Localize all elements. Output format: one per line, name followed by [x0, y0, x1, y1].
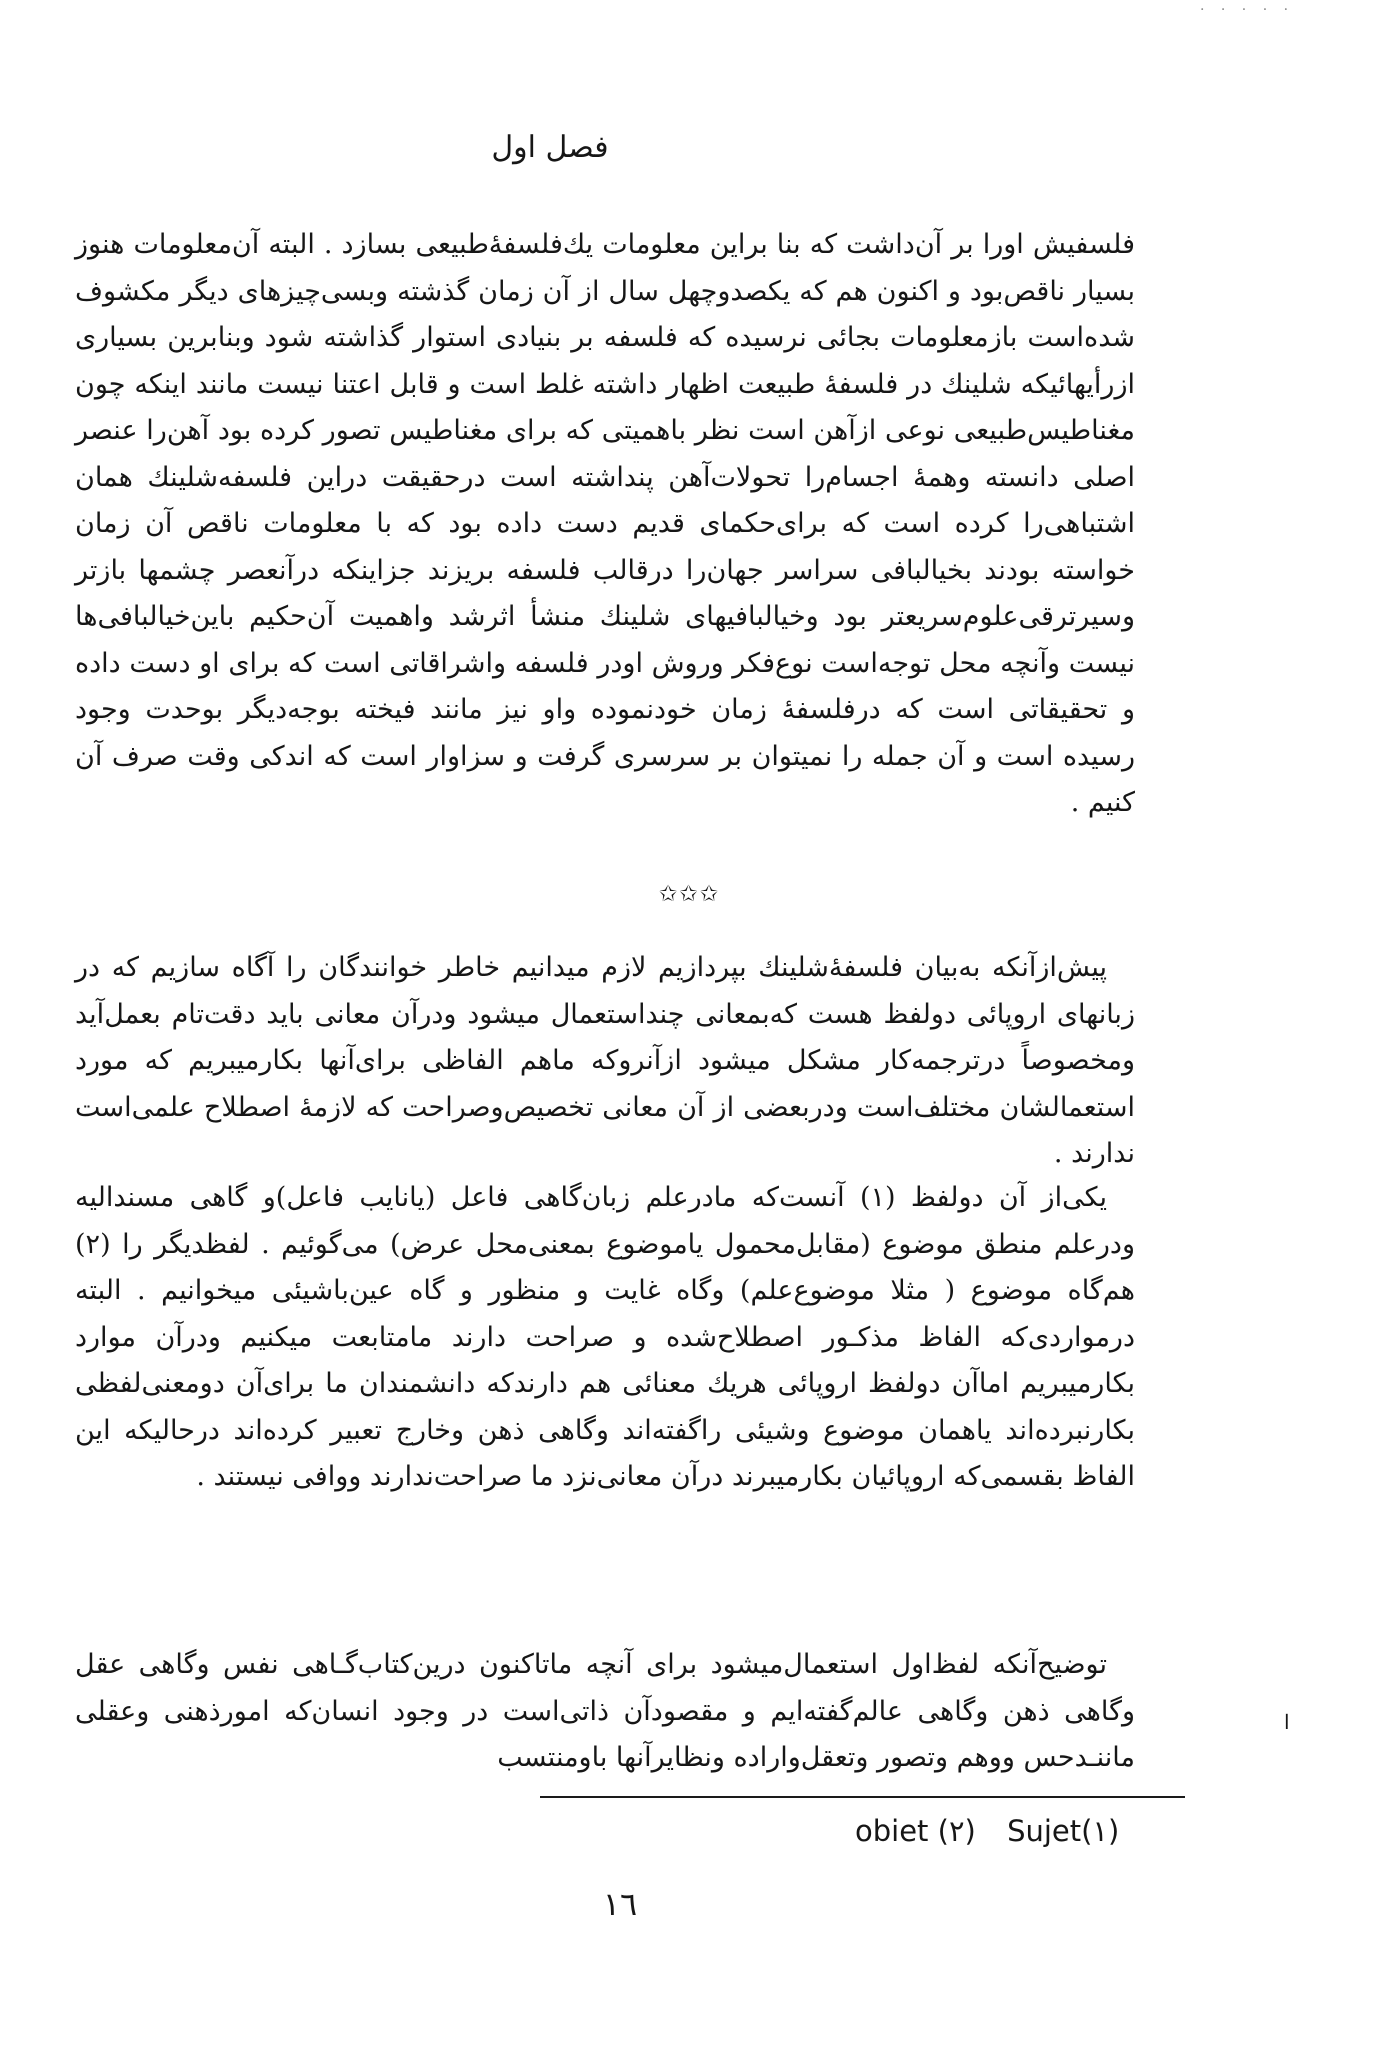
footnote-divider	[540, 1796, 1185, 1798]
running-head: فصل اول	[491, 130, 609, 165]
footnote-2: obiet (۲)	[855, 1814, 976, 1848]
section-separator: ✩✩✩	[658, 882, 721, 907]
paragraph-1: فلسفیش اورا بر آن‌داشت که بنا براین معلومات یك‌فلسفهٔ‌طبیعی بسازد . البته آن‌معلومات هنوز بسیار ناقص‌بود و اکنون هم که یکصدوچهل سال از آن زمان گذشته وبسی‌چیزهای دیگر مکشوف شده‌است بازمعلومات بجائی نرسیده که فلسفه بر بنیادی استوار گذاشته شود وبنابرین بسیاری ازرأیهائیکه شلینك در فلسفهٔ طبیعت اظهار داشته غلط است و قابل اعتنا نیست مانند اینکه چون مغناطیس‌طبیعی نوعی ازآهن است نظر باهمیتی که برای مغناطیس تصور کرده بود آهن‌را عنصر اصلی دانسته وهمهٔ اجسام‌را تحولات‌آهن پنداشته است درحقیقت دراین فلسفه‌شلینك همان اشتباهی‌را کرده است که برای‌حکمای قدیم دست داده بود که با معلومات ناقص آن زمان خواسته بودند بخیالبافی سراسر جهان‌را درقالب فلسفه بریزند جزاینکه درآنعصر چشمها بازتر وسیرترقی‌علوم‌سریعتر بود وخیالبافیهای شلینك منشأ اثرشد واهمیت آن‌حکیم باین‌خیالبافی‌ها نیست وآنچه محل توجه‌است نوع‌فکر وروش اودر فلسفه واشراقاتی است که برای او دست داده و تحقیقاتی است که درفلسفهٔ زمان خودنموده واو نیز مانند فیخته بوجه‌دیگر بوحدت وجود رسیده است و آن جمله را نمیتوان بر سرسری گرفت و سزاوار است که اندکی وقت صرف آن کنیم .	[75, 229, 1135, 818]
paragraph-3: یکی‌از آن دولفظ (۱) آنست‌که مادرعلم زبان‌گاهی فاعل (یانایب فاعل)و گاهی مسندالیه ودرعلم منطق موضوع (مقابل‌محمول یاموضوع بمعنی‌محل عرض) می‌گوئیم . لفظدیگر را (۲) هم‌گاه موضوع ( مثلا موضوع‌علم) وگاه غایت و منظور و گاه عین‌باشیئی میخوانیم . البته درمواردی‌که الفاظ مذکـور اصطلاح‌شده و صراحت دارند مامتابعت میکنیم ودرآن موارد بکارمیبریم اماآن دولفظ اروپائی هریك معنائی هم دارندکه دانشمندان ما برای‌آن دومعنی‌لفظی بکارنبرده‌اند یاهمان موضوع وشیئی راگفته‌اند وگاهی ذهن وخارج تعبیر کرده‌اند درحالیکه این الفاظ بقسمی‌که اروپائیان بکارمیبرند درآن معانی‌نزد ما صراحت‌ندارند ووافی نیستند .	[75, 1182, 1135, 1492]
margin-mark: ا	[1284, 1710, 1290, 1734]
scan-specks: · · · · ·	[1200, 2, 1295, 18]
page-number: ۱٦	[602, 1885, 638, 1923]
footnotes	[855, 1814, 1155, 1848]
footnote-1: Sujet(۱)	[1007, 1814, 1120, 1848]
paragraph-4: توضیح‌آنکه لفظ‌اول استعمال‌میشود برای آنچه ماتاکنون درین‌کتاب‌گـاهی نفس وگاهی عقل وگاهی ذهن وگاهی عالم‌گفته‌ایم و مقصودآن ذاتی‌است در وجود انسان‌که امورذهنی وعقلی ماننـدحس ووهم وتصور وتعقل‌واراده ونظایرآنها باومنتسب	[75, 1649, 1135, 1773]
paragraph-2: پیش‌ازآنکه به‌بیان فلسفهٔ‌شلینك بپردازیم لازم میدانیم خاطر خوانندگان را آگاه سازیم که در زبانهای اروپائی دولفظ هست که‌بمعانی چندا‌ستعمال میشود ودرآن معانی باید دقت‌تام بعمل‌آید ومخصوصاً درترجمه‌کار مشکل میشود ازآنروکه ماهم الفاظی برای‌آنها بکارمیبریم که مورد استعمالشان مختلف‌است ودربعضی از آن معانی تخصیص‌وصراحت که لازمهٔ اصطلاح علمی‌است ندارند .	[75, 952, 1135, 1169]
